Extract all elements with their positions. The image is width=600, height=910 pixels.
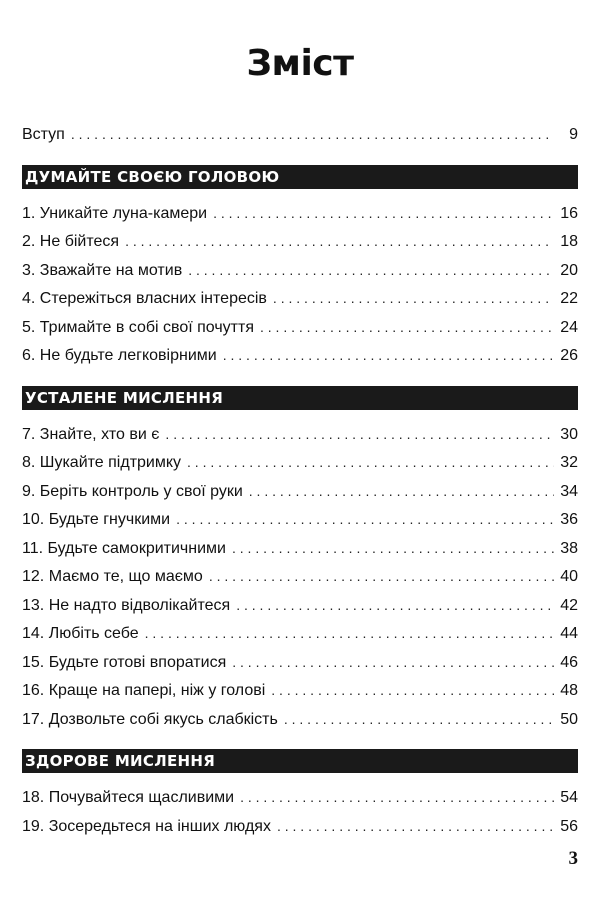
toc-entry-page: 32 bbox=[560, 454, 578, 471]
dot-leader bbox=[249, 477, 554, 506]
toc-entry-page: 46 bbox=[560, 653, 578, 671]
toc-entry-page: 16 bbox=[560, 204, 578, 222]
toc-entry-title: 12. Маємо те, що маємо bbox=[22, 568, 203, 585]
toc-entry-title: Вступ bbox=[22, 126, 65, 143]
dot-leader bbox=[213, 199, 554, 228]
page-number: 3 bbox=[568, 848, 578, 869]
toc-entry-page: 50 bbox=[560, 710, 578, 728]
toc-entry-page: 48 bbox=[560, 682, 578, 699]
dot-leader bbox=[165, 420, 554, 449]
toc-entry-page: 44 bbox=[560, 625, 578, 642]
dot-leader bbox=[232, 534, 554, 563]
toc-entry-title: 10. Будьте гнучкими bbox=[22, 511, 171, 528]
toc-entry[interactable] bbox=[22, 812, 578, 841]
toc-entry[interactable] bbox=[22, 448, 578, 477]
toc-entry-title: 5. Тримайте в собі свої почуття bbox=[22, 318, 254, 336]
toc-entry-page: 18 bbox=[560, 233, 578, 250]
toc-entry-page: 36 bbox=[560, 511, 578, 528]
dot-leader bbox=[125, 227, 554, 256]
toc-entry-page: 26 bbox=[560, 347, 578, 364]
toc-entry-page: 34 bbox=[560, 482, 578, 500]
toc-entry-page: 30 bbox=[560, 425, 578, 443]
toc-entry-title: 16. Краще на папері, ніж у голові bbox=[22, 682, 266, 699]
toc-entry[interactable] bbox=[22, 284, 578, 313]
toc-entry[interactable] bbox=[22, 341, 578, 370]
toc-entry[interactable] bbox=[22, 505, 578, 534]
dot-leader bbox=[260, 313, 554, 342]
toc-entry[interactable] bbox=[22, 562, 578, 591]
section-heading: УСТАЛЕНЕ МИСЛЕННЯ bbox=[22, 386, 578, 410]
toc-entry-page: 56 bbox=[560, 817, 578, 835]
toc-entry[interactable] bbox=[22, 256, 578, 285]
toc-entry-title: 11. Будьте самокритичними bbox=[22, 539, 226, 557]
toc-entry-page: 22 bbox=[560, 290, 578, 307]
table-of-contents bbox=[22, 120, 578, 856]
dot-leader bbox=[188, 256, 554, 285]
toc-entry-title: 18. Почувайтеся щасливими bbox=[22, 789, 235, 806]
dot-leader bbox=[273, 284, 554, 313]
dot-leader bbox=[223, 341, 554, 370]
toc-entry[interactable] bbox=[22, 591, 578, 620]
page-title: Зміст bbox=[246, 43, 354, 84]
dot-leader bbox=[145, 619, 554, 648]
toc-entry-page: 38 bbox=[560, 539, 578, 557]
toc-entry[interactable] bbox=[22, 619, 578, 648]
toc-entry-title: 14. Любіть себе bbox=[22, 625, 139, 642]
toc-entry-intro[interactable] bbox=[22, 120, 578, 149]
dot-leader bbox=[284, 705, 554, 734]
toc-entry-title: 3. Зважайте на мотив bbox=[22, 261, 183, 279]
toc-entry[interactable] bbox=[22, 477, 578, 506]
toc-entry-title: 6. Не будьте легковірними bbox=[22, 347, 217, 364]
dot-leader bbox=[176, 505, 554, 534]
toc-entry-title: 2. Не бійтеся bbox=[22, 233, 120, 250]
toc-entry-title: 15. Будьте готові впоратися bbox=[22, 653, 227, 671]
toc-entry-title: 4. Стережіться власних інтересів bbox=[22, 290, 267, 307]
toc-entry[interactable] bbox=[22, 420, 578, 449]
dot-leader bbox=[240, 783, 554, 812]
toc-entry-title: 17. Дозвольте собі якусь слабкість bbox=[22, 710, 278, 728]
section-heading: ДУМАЙТЕ СВОЄЮ ГОЛОВОЮ bbox=[22, 165, 578, 189]
toc-entry-page: 54 bbox=[560, 789, 578, 806]
dot-leader bbox=[236, 591, 554, 620]
dot-leader bbox=[271, 676, 554, 705]
dot-leader bbox=[232, 648, 554, 677]
toc-entry[interactable] bbox=[22, 199, 578, 228]
toc-entry-page: 24 bbox=[560, 318, 578, 336]
dot-leader bbox=[187, 448, 554, 477]
dot-leader bbox=[209, 562, 554, 591]
section-heading: ЗДОРОВЕ МИСЛЕННЯ bbox=[22, 749, 578, 773]
toc-entry[interactable] bbox=[22, 705, 578, 734]
toc-entry-title: 8. Шукайте підтримку bbox=[22, 454, 182, 471]
dot-leader bbox=[277, 812, 554, 841]
toc-entry[interactable] bbox=[22, 783, 578, 812]
toc-entry-page: 40 bbox=[560, 568, 578, 585]
toc-entry-title: 7. Знайте, хто ви є bbox=[22, 425, 160, 443]
toc-entry-title: 19. Зосередьтеся на інших людях bbox=[22, 817, 271, 835]
toc-entry-title: 13. Не надто відволікайтеся bbox=[22, 596, 231, 614]
dot-leader bbox=[71, 120, 554, 149]
toc-entry-title: 1. Уникайте луна-камери bbox=[22, 204, 208, 222]
toc-entry[interactable] bbox=[22, 676, 578, 705]
toc-entry-page: 42 bbox=[560, 596, 578, 614]
toc-entry-page: 9 bbox=[569, 126, 578, 143]
toc-entry[interactable] bbox=[22, 313, 578, 342]
toc-entry[interactable] bbox=[22, 227, 578, 256]
toc-entry-page: 20 bbox=[560, 261, 578, 279]
toc-entry-title: 9. Беріть контроль у свої руки bbox=[22, 482, 243, 500]
toc-entry[interactable] bbox=[22, 648, 578, 677]
toc-entry[interactable] bbox=[22, 534, 578, 563]
